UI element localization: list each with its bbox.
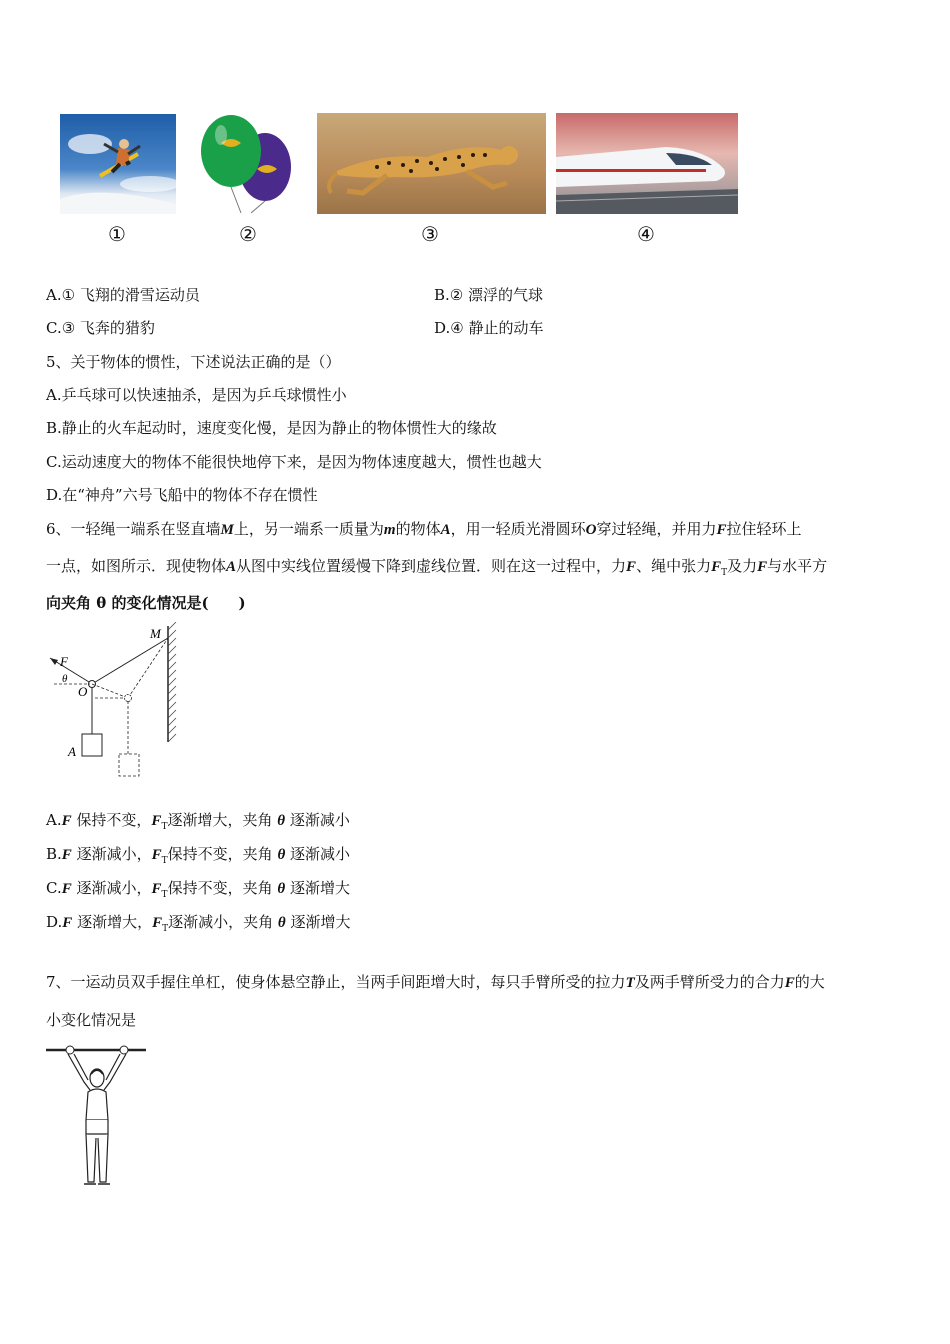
q6-stem-line2: 一点，如图所示．现使物体A从图中实线位置缓慢下降到虚线位置．则在这一过程中，力F、绳中张力$F_T$及力F与水平方 bbox=[46, 557, 828, 578]
figure-label-o: O bbox=[78, 684, 88, 699]
q7-stem-line2: 小变化情况是 bbox=[46, 1011, 137, 1029]
figure-label-f: F bbox=[60, 654, 68, 669]
q5-option-b: B.静止的火车起动时，速度变化慢，是因为静止的物体惯性大的缘故 bbox=[46, 419, 497, 437]
cheetah-photo bbox=[317, 113, 546, 214]
q5-option-d: D.在“神舟”六号飞船中的物体不存在惯性 bbox=[46, 486, 318, 504]
label-3: ③ bbox=[421, 222, 439, 246]
balloons-photo bbox=[191, 113, 307, 215]
q4-option-a: A.① 飞翔的滑雪运动员 bbox=[46, 286, 200, 304]
q6-option-d: D.F 逐渐增大，$F_T$逐渐减小，夹角 θ 逐渐增大 bbox=[46, 913, 351, 934]
q5-option-c: C.运动速度大的物体不能很快地停下来，是因为物体速度越大，惯性也越大 bbox=[46, 453, 542, 471]
q6-option-c: C.F 逐渐减小，$F_T$保持不变，夹角 θ 逐渐增大 bbox=[46, 879, 350, 900]
q6-option-a: A.F 保持不变，$F_T$逐渐增大，夹角 θ 逐渐减小 bbox=[46, 811, 350, 832]
bullet-train-photo bbox=[556, 113, 738, 214]
label-2: ② bbox=[239, 222, 257, 246]
figure-label-m: M bbox=[150, 626, 161, 641]
label-4: ④ bbox=[637, 222, 655, 246]
q4-option-d: D.④ 静止的动车 bbox=[434, 319, 544, 337]
q6-stem-line3: 向夹角 θ 的变化情况是( ) bbox=[46, 594, 246, 612]
figure-label-theta: θ bbox=[62, 673, 68, 685]
label-1: ① bbox=[108, 222, 126, 246]
figure-label-a: A bbox=[68, 744, 76, 759]
q7-stem-line1: 7、一运动员双手握住单杠，使身体悬空静止，当两手间距增大时，每只手臂所受的拉力T及两手臂所受力的合力F的大 bbox=[46, 973, 825, 991]
gymnast-figure bbox=[44, 1042, 150, 1192]
q6-stem-line1: 6、一轻绳一端系在竖直墙M上，另一端系一质量为m的物体A，用一轻质光滑圆环O穿过轻绳，并用力F拉住轻环上 bbox=[46, 520, 802, 538]
q6-option-b: B.F 逐渐减小，$F_T$保持不变，夹角 θ 逐渐减小 bbox=[46, 845, 351, 866]
snowboarder-photo bbox=[60, 114, 176, 214]
q5-stem: 5、关于物体的惯性，下述说法正确的是（） bbox=[46, 353, 341, 371]
q6-diagram bbox=[44, 622, 184, 782]
q4-option-b: B.② 漂浮的气球 bbox=[434, 286, 544, 304]
q4-option-c: C.③ 飞奔的猎豹 bbox=[46, 319, 155, 337]
q5-option-a: A.乒乓球可以快速抽杀，是因为乒乓球惯性小 bbox=[46, 386, 347, 404]
